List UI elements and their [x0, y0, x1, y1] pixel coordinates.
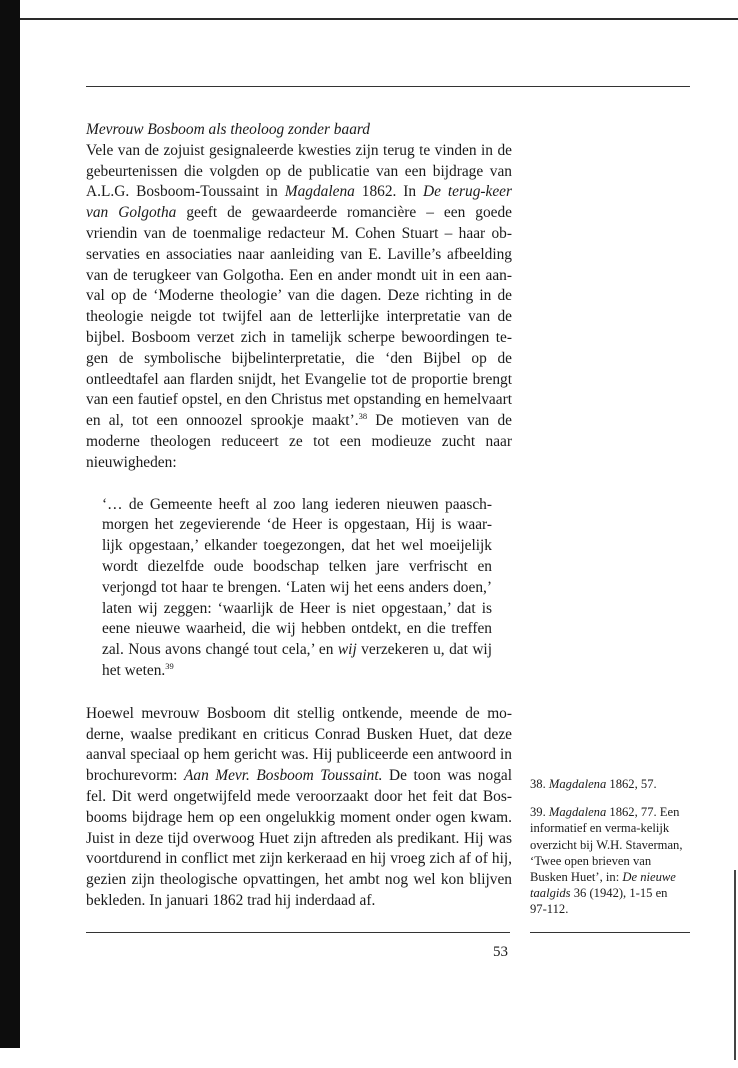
text-run: 1862. In — [354, 183, 424, 201]
text-run: geeft de gewaardeerde romancière – een goede vriendin van de toenmalige redacteur M. Cohen Stuart – haar ob-servaties en associaties naar aanleiding van E. Laville’s afbeelding van de terugkeer van Golgotha. Een en ander mondt uit in een aan-val op de ‘Moderne theologie’ van die dagen. Deze richting in de theologie neigde tot twijfel aan de letterlijke interpretatie van de bijbel. Bosboom verzet zich in tamelijk scherpe bewoordingen te-gen de symbolische bijbelinterpretatie, die ‘den Bijbel op de ontleedtafel aan flarden snijdt, het Evangelie tot de proportie brengt van een fautief opstel, en den Christus met opstanding en hemelvaart en al, tot een onnoozel sprookje maakt’. — [86, 204, 513, 430]
main-column — [86, 120, 512, 912]
text-run: Vele van de zojuist gesignaleerde kwesties zijn terug te vinden in de gebeurtenissen die volgden op de publicatie van een bijdrage van A.L.G. Bosboom-Toussaint in — [86, 141, 512, 201]
scan-border-top — [20, 18, 738, 20]
block-quote — [102, 495, 492, 682]
italic-run: Aan Mevr. Bosboom Toussaint. — [183, 767, 383, 785]
scan-border-left — [0, 0, 20, 1048]
footnote-38 — [530, 776, 685, 792]
italic-run: Magdalena — [548, 777, 607, 791]
italic-run: wij — [337, 641, 357, 659]
footnote-ref-38: 38 — [358, 411, 368, 422]
body-paragraph-1 — [86, 141, 512, 474]
footnote-39 — [530, 804, 685, 917]
italic-run: De nieuwe taalgids — [530, 870, 676, 901]
footer-rule-main — [86, 932, 510, 933]
text-run: ‘… de Gemeente heeft al zoo lang iederen nieuwen paasch-morgen het zegevierende ‘de Heer is opgestaan, Hij is waar-lijk opgestaan,’ elkander toegezongen, dat het wel moeijelijk wordt diezelfde oude boodschap telken jare verfrischt en verjongd tot haar te brengen. ‘Laten wij het eens anders doen,’ laten wij zeggen: ‘waarlijk de Heer is niet opgestaan,’ dat is eene nieuwe waarheid, die wij hebben ontdekt, en die treffen zal. Nous avons changé tout cela,’ en — [102, 495, 492, 659]
italic-run: De terug-keer van Golgotha — [86, 183, 512, 222]
text-run: 1862, 57. — [606, 777, 657, 791]
text-run: De toon was nogal fel. Dit werd ongetwijfeld mede veroorzaakt door het feit dat Bos-booms bijdrage hem op een ongelukkig moment onder ogen kwam. Juist in deze tijd overwoog Huet zijn aftreden als predikant. Hij was voortdurend in conflict met zijn kerkeraad en hij vroeg zich af of hij, gezien zijn theologische opvattingen, het ambt nog wel kon blijven bekleden. In januari 1862 trad hij inderdaad af. — [86, 767, 512, 909]
text-run: 36 (1942), 1-15 en 97-112. — [530, 886, 668, 917]
header-rule — [86, 86, 690, 87]
italic-run: Magdalena — [284, 183, 355, 201]
italic-run: Magdalena — [548, 805, 607, 820]
footnote-ref-39: 39 — [165, 660, 174, 671]
section-heading: Mevrouw Bosboom als theoloog zonder baard — [86, 121, 370, 138]
text-run: De motieven van de moderne theologen reduceert ze tot een modieuze zucht naar nieuwigheden: — [86, 412, 513, 471]
body-paragraph-2 — [86, 704, 512, 912]
text-run: verzekeren u, dat wij het weten. — [102, 641, 492, 679]
text-run: 1862, 77. Een informatief en verma-kelijk overzicht bij W.H. Staverman, ‘Twee open brieven van Busken Huet’, in: — [530, 805, 683, 885]
footnote-number: 39. — [530, 805, 549, 820]
footer-rule-side — [530, 932, 690, 933]
footnotes-column — [530, 776, 685, 930]
page-number: 53 — [493, 944, 508, 960]
quote-text — [102, 495, 492, 682]
footnote-number: 38. — [530, 777, 549, 791]
text-run: Hoewel mevrouw Bosboom dit stellig ontkende, meende de mo-derne, waalse predikant en criticus Conrad Busken Huet, dat deze aanval speciaal op hem gericht was. Hij publiceerde een antwoord in brochurevorm: — [86, 704, 512, 785]
scan-border-right — [734, 870, 736, 1060]
